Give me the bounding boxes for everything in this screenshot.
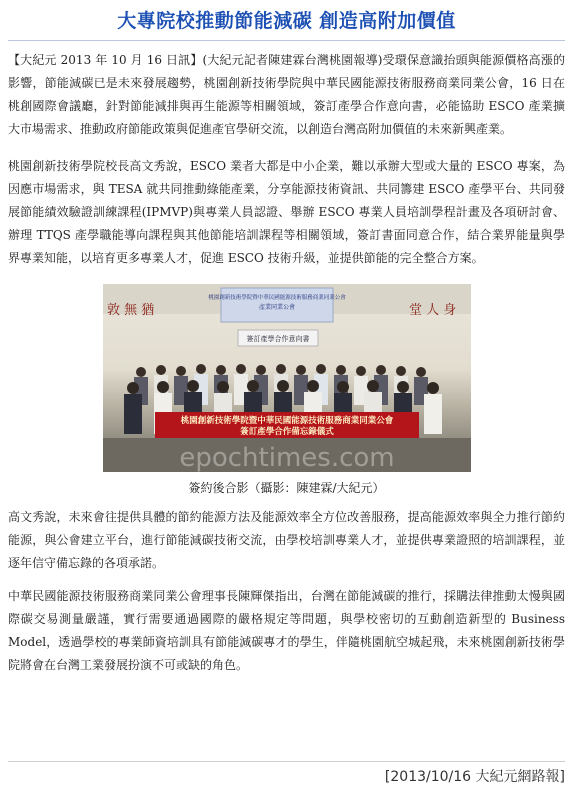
article-figure [8,284,565,496]
photo-center-sign: 簽訂產學合作意向書 [246,335,309,343]
signing-group-photo [103,284,471,472]
article-paragraph-1: 【大紀元 2013 年 10 月 16 日訊】(大紀元記者陳建霖台灣桃園報導)受環保意識抬頭與能源價格高漲的影響，節能減碳已是未來發展趨勢，桃園創新技術學院與中華民國能源技術服務商業同業公會，16 日在桃創國際會議廳，針對節能減排與再生能源等相關領域，簽訂產學合作意向書，必能協助 ESCO 產業擴大市場需求、推動政府節能政策與促進產官學研交流，以創造台灣高附加價值的未來新興產業。 [8,53,565,136]
photo-right-banner: 堂 人 身 [408,303,456,318]
article-page [0,8,573,792]
article-paragraph-3: 高文秀說，未來會往提供具體的節約能源方法及能源效率全方位改善服務，提高能源效率與全力推行節約能源，與公會建立平台，進行節能減碳技術交流，由學校培訓專業人才，並提供專業證照的培訓課程，並逐年信守備忘錄的各項承諾。 [8,510,565,570]
photo-caption: 簽約後合影（攝影：陳建霖/大紀元） [188,481,385,495]
article-paragraph-2: 桃園創新技術學院校長高文秀說，ESCO 業者大都是中小企業，難以承辦大型或大量的 ESCO 專案，為因應市場需求，與 TESA 就共同推動綠能產業，分享能源技術資訊、共同籌建 ESCO 產學平台、共同發展節能績效驗證訓練課程(IPMVP)與專業人員認證、舉辦 ESCO 專業人員培訓學程計畫及各項研討會、辦理 TTQS 產學職能導向課程與其他節能培訓課程等相關領域，簽訂書面同意合作，結合業界能量與學界專業知能，以培育更多專業人才，促進 ESCO 技術升級，並提供節能的完全整合方案。 [8,159,565,265]
title-divider [8,40,565,41]
photo-banner-top-line2: 產業同業公會 [258,304,295,311]
photo-banner-top: 桃園創新技術學院暨中華民國能源技術服務商業同業公會 [207,295,346,301]
footer-divider [8,761,565,762]
photo-banner-bottom-line1: 桃園創新技術學院暨中華民國能源技術服務商業同業公會 [180,416,393,426]
article-paragraph-4: 中華民國能源技術服務商業同業公會理事長陳輝傑指出，台灣在節能減碳的推行，採購法律推動太慢與國際碳交易測量嚴謹，實行需要通過國際的嚴格規定等問題，與學校密切的互動創造新型的 Business Model，透過學校的專業師資培訓具有節能減碳專才的學生，伴隨桃園航空城起飛，未來桃園創新技術學院將會在台灣工業發展扮演不可或缺的角色。 [8,589,565,672]
source-footer: [2013/10/16 大紀元網路報] [384,769,565,785]
photo-watermark: epochtimes.com [178,443,395,472]
photo-banner-bottom-line2: 簽訂產學合作備忘錄儀式 [239,427,334,437]
photo-left-banner: 敦 無 猶 [106,303,154,318]
article-title: 大專院校推動節能減碳 創造高附加價值 [117,10,456,32]
